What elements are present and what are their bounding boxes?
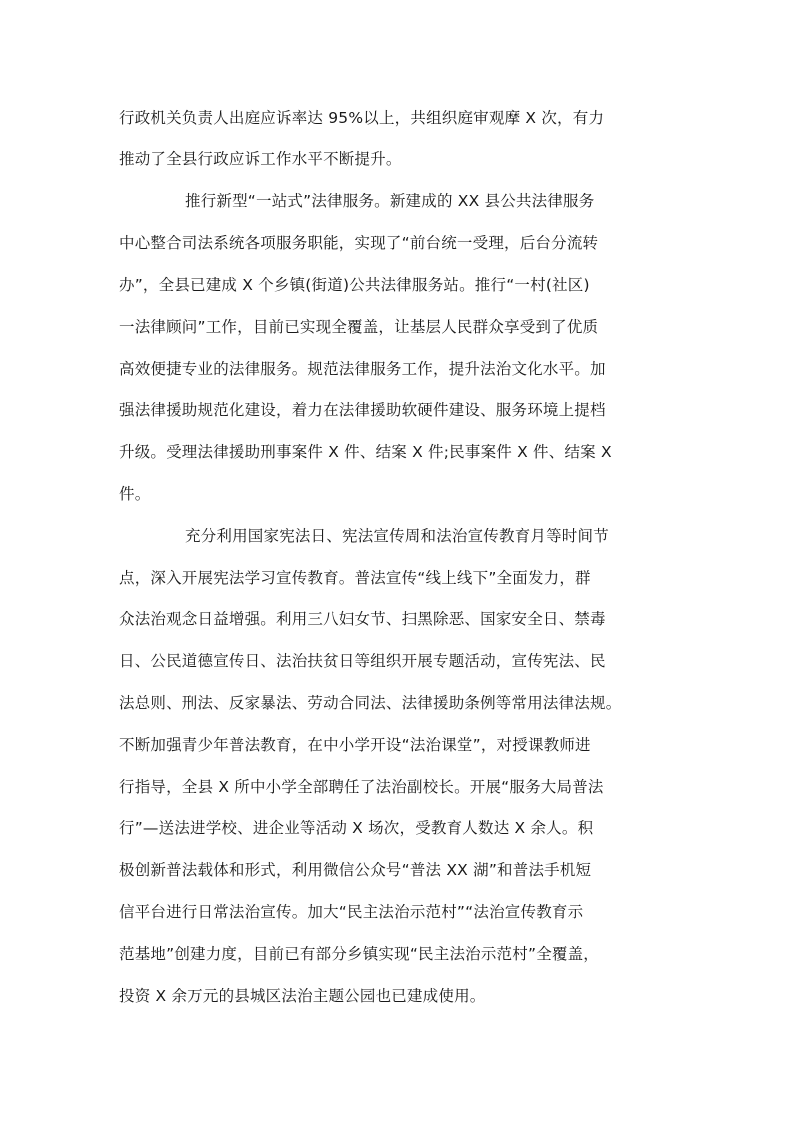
paragraph-line: 高效便捷专业的法律服务。规范法律服务工作，提升法治文化水平。加 <box>119 360 606 378</box>
paragraph-line: 行指导，全县 X 所中小学全部聘任了法治副校长。开展“服务大局普法 <box>119 778 604 796</box>
paragraph-line: 行政机关负责人出庭应诉率达 95%以上，共组织庭审观摩 X 次，有力 <box>119 109 605 127</box>
paragraph-line: 推行新型“一站式”法律服务。新建成的 XX 县公共法律服务 <box>185 192 595 210</box>
paragraph-line: 升级。受理法律援助刑事案件 X 件、结案 X 件;民事案件 X 件、结案 X <box>119 443 612 461</box>
paragraph-line: 中心整合司法系统各项服务职能，实现了“前台统一受理，后台分流转 <box>119 234 599 252</box>
paragraph-line: 投资 X 余万元的县城区法治主题公园也已建成使用。 <box>119 987 486 1005</box>
paragraph-line: 行”—送法进学校、进企业等活动 X 场次，受教育人数达 X 余人。积 <box>119 819 594 837</box>
paragraph-line: 不断加强青少年普法教育，在中小学开设“法治课堂”，对授课教师进 <box>119 736 591 754</box>
paragraph-line: 一法律顾问”工作，目前已实现全覆盖，让基层人民群众享受到了优质 <box>119 318 599 336</box>
paragraph-line: 极创新普法载体和形式，利用微信公众号“普法 XX 湖”和普法手机短 <box>119 861 592 879</box>
paragraph-line: 众法治观念日益增强。利用三八妇女节、扫黑除恶、国家安全日、禁毒 <box>119 610 606 628</box>
paragraph-line: 办”，全县已建成 X 个乡镇(街道)公共法律服务站。推行“一村(社区) <box>119 276 590 294</box>
paragraph-line: 点，深入开展宪法学习宣传教育。普法宣传“线上线下”全面发力，群 <box>119 569 591 587</box>
paragraph-line: 充分利用国家宪法日、宪法宣传周和法治宣传教育月等时间节 <box>185 527 609 545</box>
paragraph-line: 日、公民道德宣传日、法治扶贫日等组织开展专题活动，宣传宪法、民 <box>119 652 606 670</box>
paragraph-line: 范基地”创建力度，目前已有部分乡镇实现“民主法治示范村”全覆盖， <box>119 945 599 963</box>
paragraph-line: 强法律援助规范化建设，着力在法律援助软硬件建设、服务环境上提档 <box>119 401 606 419</box>
paragraph-line: 信平台进行日常法治宣传。加大“民主法治示范村”“法治宣传教育示 <box>119 903 584 921</box>
paragraph-line: 法总则、刑法、反家暴法、劳动合同法、法律援助条例等常用法律法规。 <box>119 694 622 712</box>
paragraph-line: 件。 <box>119 485 151 503</box>
paragraph-line: 推动了全县行政应诉工作水平不断提升。 <box>119 150 402 168</box>
